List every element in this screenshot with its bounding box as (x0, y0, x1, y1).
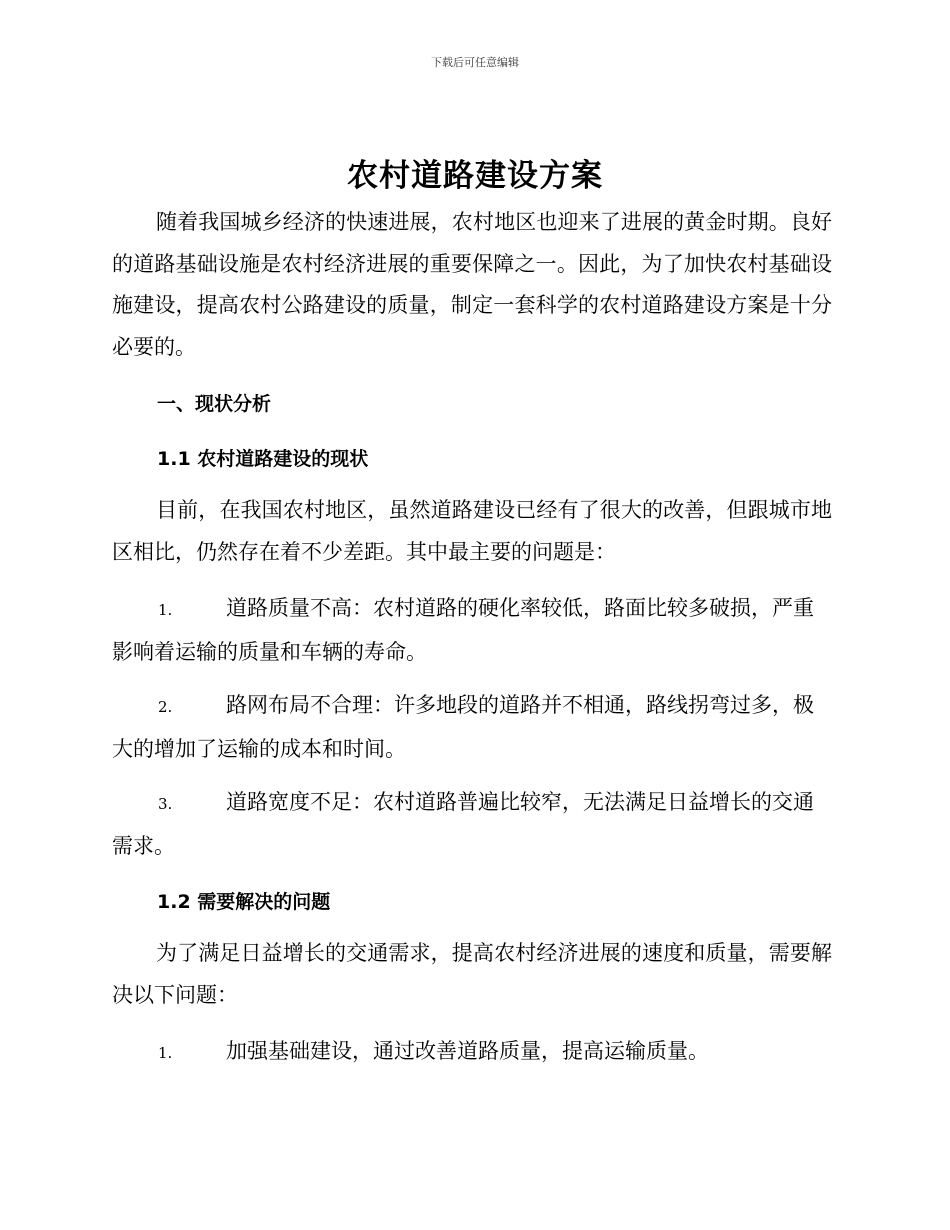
list-item (112, 685, 832, 770)
list-text: 加强基础建设，通过改善道路质量，提高运输质量。 (226, 1039, 709, 1063)
intro-paragraph: 随着我国城乡经济的快速进展，农村地区也迎来了进展的黄金时期。良好的道路基础设施是农村经济进展的重要保障之一。因此，为了加快农村基础设施建设，提高农村公路建设的质量，制定一套科学的农村道路建设方案是十分必要的。 (112, 210, 832, 359)
header-note: 下载后可任意编辑 (431, 56, 519, 69)
subsection-heading-1-2: 1.2 需要解决的问题 (157, 891, 331, 913)
paragraph: 为了满足日益增长的交通需求，提高农村经济进展的速度和质量，需要解决以下问题： (112, 941, 832, 1007)
list-number: 1. (158, 601, 173, 619)
list-text: 道路质量不高：农村道路的硬化率较低，路面比较多破损，严重影响着运输的质量和车辆的寿命。 (112, 596, 814, 664)
list-number: 2. (158, 698, 173, 716)
list-number: 3. (158, 795, 173, 813)
list-number: 1. (158, 1044, 173, 1062)
document-title: 农村道路建设方案 (347, 158, 603, 194)
paragraph: 目前，在我国农村地区，虽然道路建设已经有了很大的改善，但跟城市地区相比，仍然存在着不少差距。其中最主要的问题是： (112, 498, 832, 564)
intro-section (112, 202, 832, 368)
section-heading-1: 一、现状分析 (157, 393, 272, 415)
list-item (112, 1031, 832, 1075)
subsection-1-1-body (112, 490, 832, 573)
subsection-heading-1-1: 1.1 农村道路建设的现状 (157, 448, 369, 470)
list-item (112, 782, 832, 867)
list-text: 路网布局不合理：许多地段的道路并不相通，路线拐弯过多，极大的增加了运输的成本和时间。 (112, 693, 814, 761)
list-item (112, 588, 832, 673)
subsection-1-2-body (112, 933, 832, 1016)
list-text: 道路宽度不足：农村道路普遍比较窄，无法满足日益增长的交通需求。 (112, 790, 814, 858)
